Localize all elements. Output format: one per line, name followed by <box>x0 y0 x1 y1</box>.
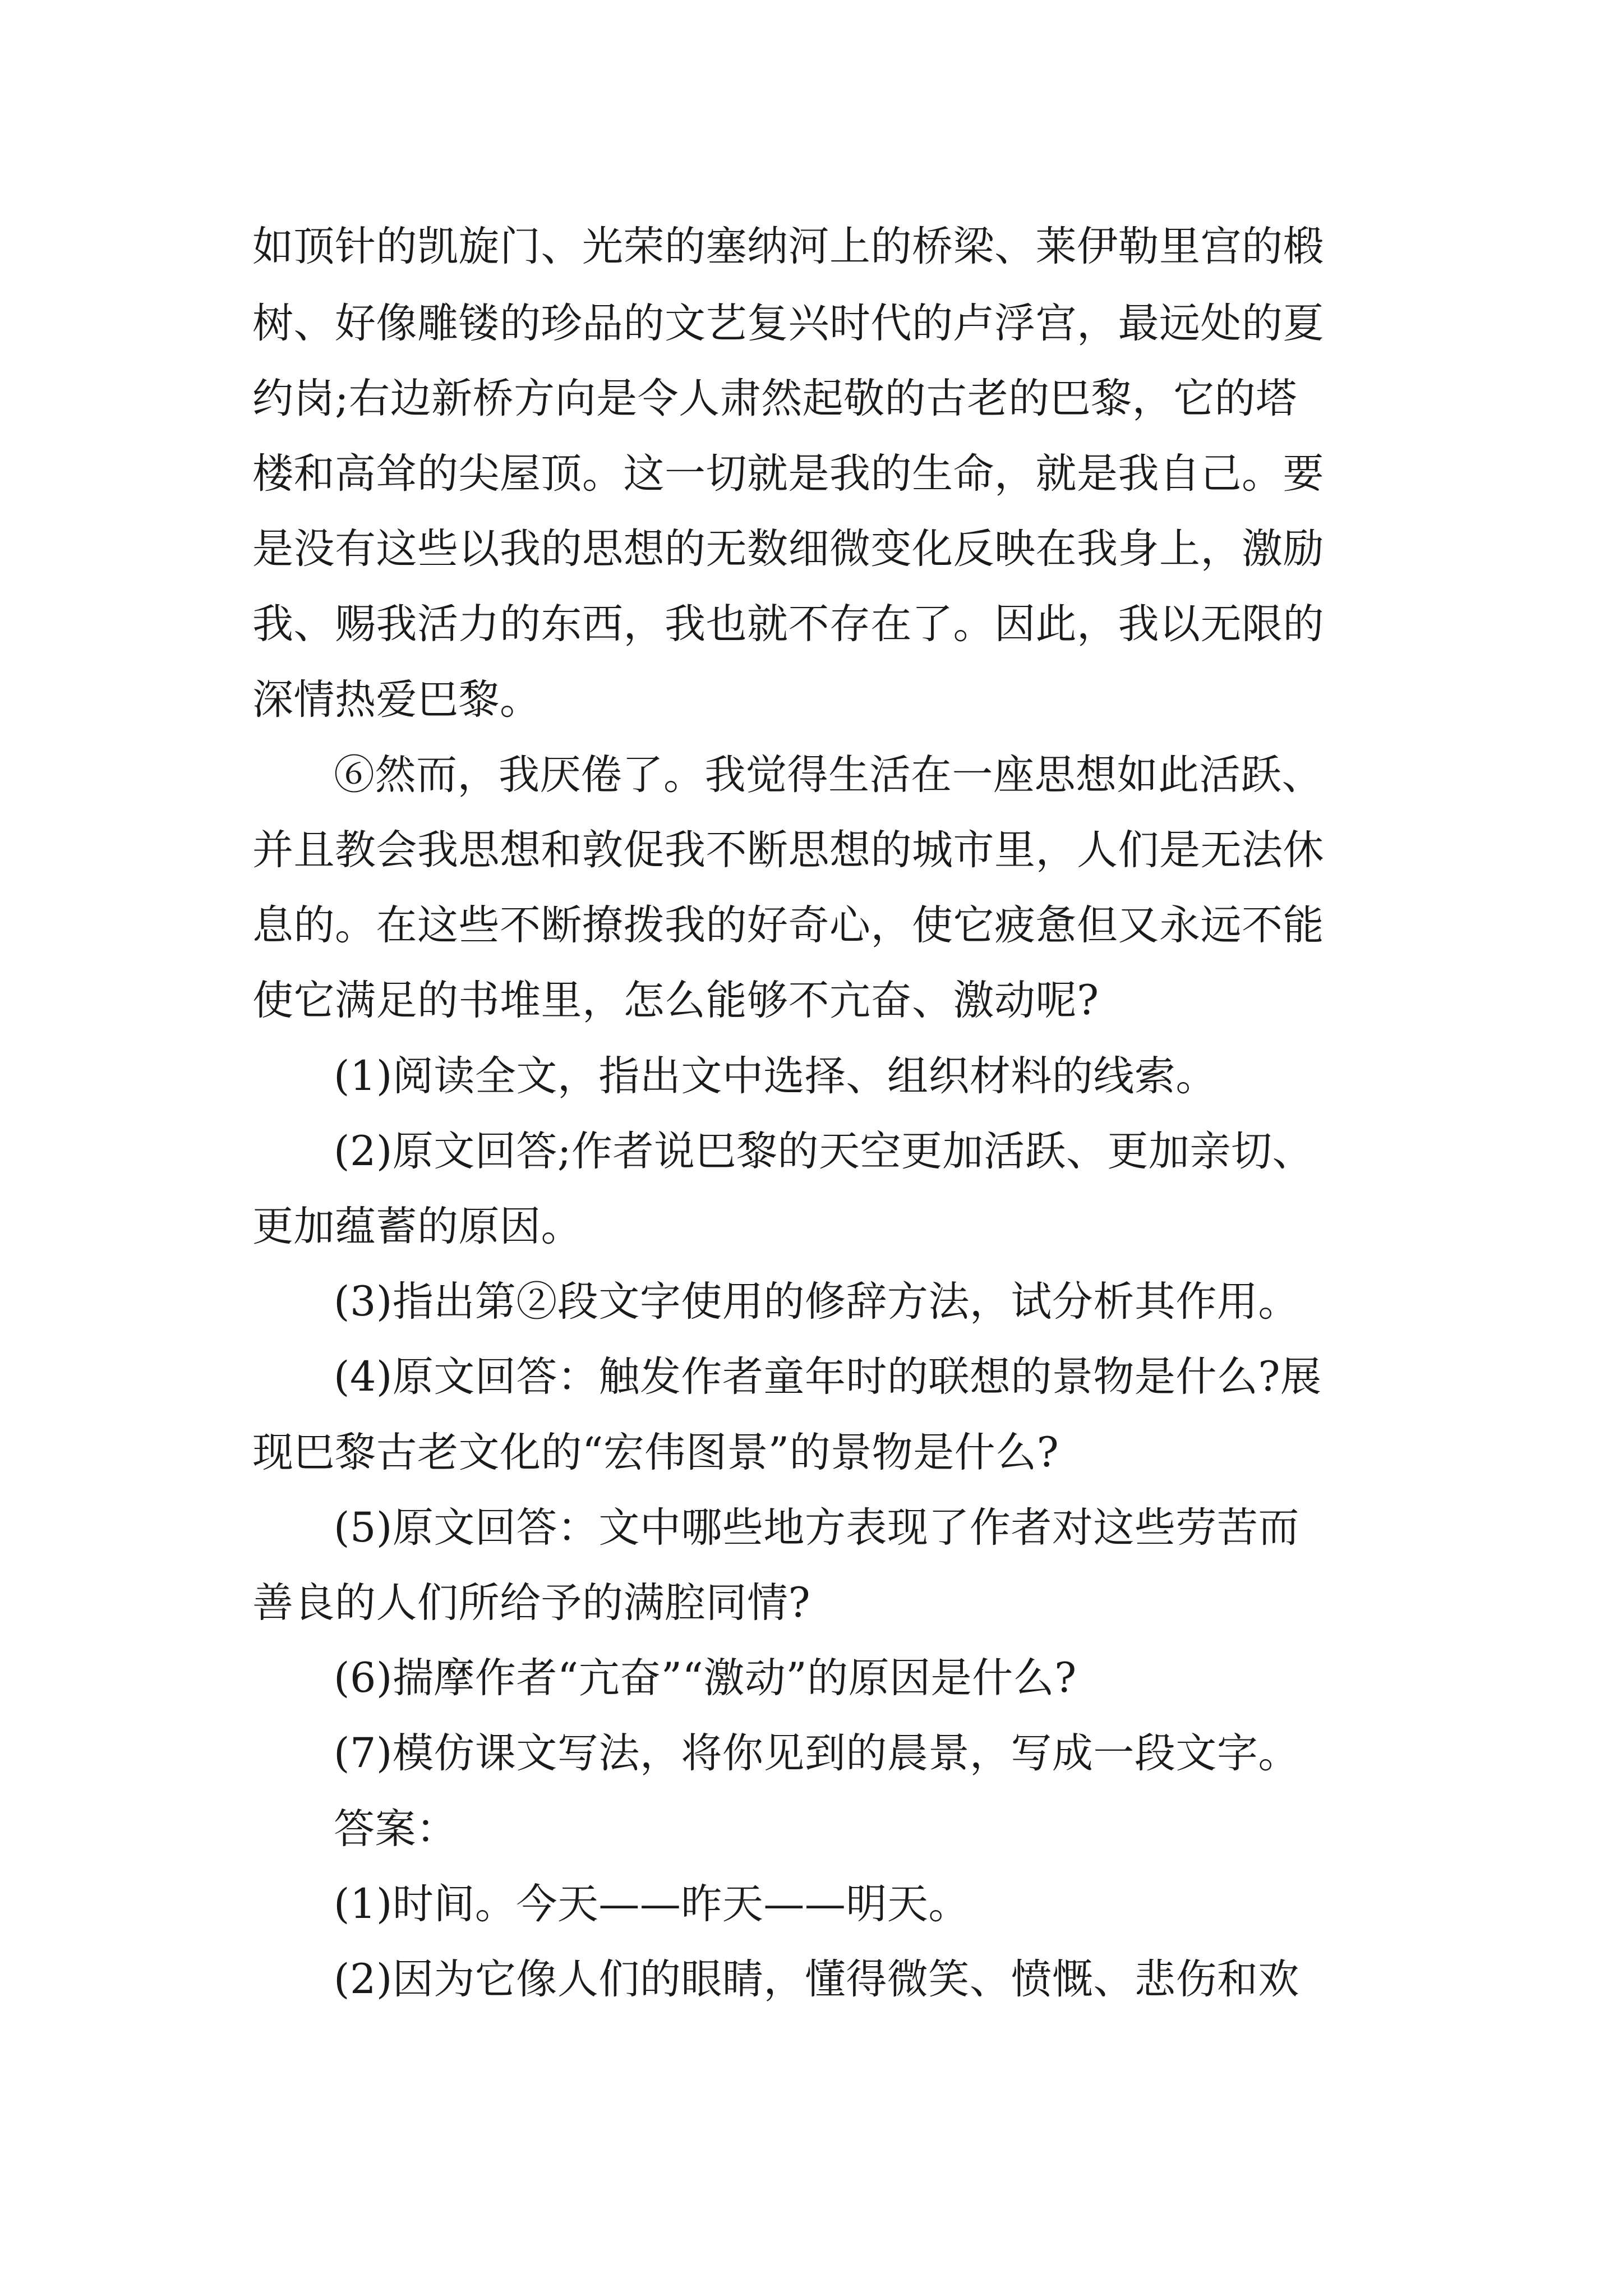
answer-2: (2)因为它像人们的眼睛，懂得微笑、愤慨、悲伤和欢 <box>334 1955 1299 2003</box>
text-line: 树、好像雕镂的珍品的文艺复兴时代的卢浮宫，最远处的夏 <box>252 300 1324 347</box>
text-line: 使它满足的书堆里，怎么能够不亢奋、激动呢? <box>252 977 1099 1024</box>
question-4: (4)原文回答：触发作者童年时的联想的景物是什么?展 <box>334 1353 1322 1401</box>
question-5: (5)原文回答：文中哪些地方表现了作者对这些劳苦而 <box>334 1504 1299 1552</box>
text-line: 如顶针的凯旋门、光荣的塞纳河上的桥梁、莱伊勒里宫的椴 <box>252 223 1324 270</box>
question-7: (7)模仿课文写法，将你见到的晨景，写成一段文字。 <box>334 1729 1299 1777</box>
text-line: 约岗;右边新桥方向是令人肃然起敬的古老的巴黎，它的塔 <box>252 375 1297 422</box>
text-line: 息的。在这些不断撩拨我的好奇心，使它疲惫但又永远不能 <box>252 901 1324 949</box>
answer-heading: 答案： <box>334 1805 458 1853</box>
text-line: 更加蕴蓄的原因。 <box>252 1203 582 1250</box>
question-6: (6)揣摩作者“亢奋”“激动”的原因是什么? <box>334 1654 1077 1702</box>
text-line: 善良的人们所给予的满腔同情? <box>252 1579 811 1627</box>
text-line: 并且教会我思想和敦促我不断思想的城市里，人们是无法休 <box>252 826 1324 874</box>
answer-1: (1)时间。今天——昨天——明天。 <box>334 1880 970 1928</box>
question-3: (3)指出第②段文字使用的修辞方法，试分析其作用。 <box>334 1278 1299 1326</box>
text-line: 深情热爱巴黎。 <box>252 676 541 724</box>
text-line: 楼和高耸的尖屋顶。这一切就是我的生命，就是我自己。要 <box>252 450 1324 498</box>
text-line: 我、赐我活力的东西，我也就不存在了。因此，我以无限的 <box>252 600 1324 648</box>
paragraph-start-line: ⑥然而，我厌倦了。我觉得生活在一座思想如此活跃、 <box>334 751 1323 799</box>
text-line: 现巴黎古老文化的“宏伟图景”的景物是什么? <box>252 1429 1059 1476</box>
question-1: (1)阅读全文，指出文中选择、组织材料的线索。 <box>334 1052 1217 1100</box>
text-line: 是没有这些以我的思想的无数细微变化反映在我身上，激励 <box>252 525 1324 573</box>
question-2: (2)原文回答;作者说巴黎的天空更加活跃、更加亲切、 <box>334 1128 1313 1175</box>
